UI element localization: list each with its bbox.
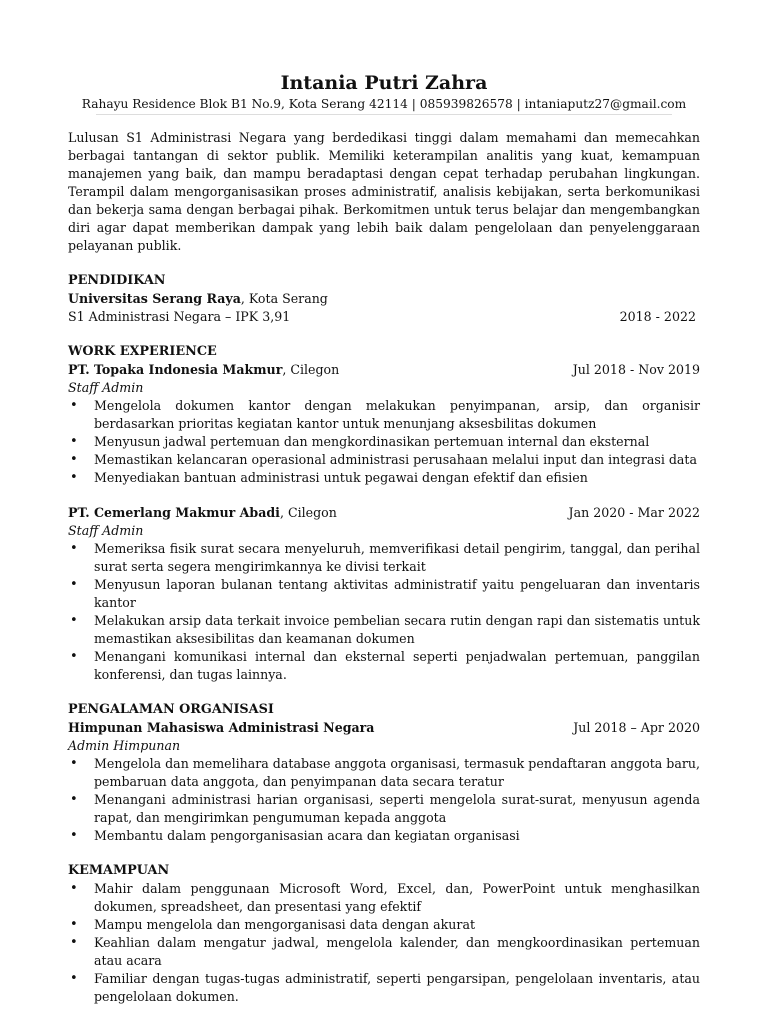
list-item: • Mengelola dan memelihara database anggota organisasi, termasuk pendaftaran anggota baru, pembaruan data anggota, dan penyimpanan data secara teratur — [68, 755, 700, 791]
organization-header-row — [68, 719, 700, 737]
candidate-name: Intania Putri Zahra — [280, 72, 488, 94]
company-name: PT. Cemerlang Makmur Abadi — [68, 505, 280, 520]
job-bullets — [68, 397, 700, 487]
education-section — [68, 272, 700, 326]
company-location: , Cilegon — [282, 362, 340, 377]
list-item: • Mengelola dokumen kantor dengan melakukan penyimpanan, arsip, dan organisir berdasarkan prioritas kegiatan kantor untuk menunjang aksesbilitas dokumen — [68, 397, 700, 433]
job-role: Staff Admin — [68, 523, 144, 538]
list-item: • Menangani komunikasi internal dan eksternal seperti penjadwalan pertemuan, panggilan konferensi, dan tugas lainnya. — [68, 648, 700, 684]
job-bullets — [68, 540, 700, 684]
list-item: • Membantu dalam pengorganisasian acara dan kegiatan organisasi — [68, 827, 700, 845]
list-item: • Keahlian dalam mengatur jadwal, mengelola kalender, dan mengkoordinasikan pertemuan atau acara — [68, 934, 700, 970]
list-item: • Menyusun laporan bulanan tentang aktivitas administratif yaitu pengeluaran dan inventaris kantor — [68, 576, 700, 612]
degree: S1 Administrasi Negara – IPK 3,91 — [68, 309, 291, 324]
contact-line: Rahayu Residence Blok B1 No.9, Kota Serang 42114 | 085939826578 | intaniaputz27@gmail.com — [81, 97, 687, 111]
education-degree-row — [68, 308, 700, 326]
section-title-education: PENDIDIKAN — [68, 273, 166, 288]
section-title-organization: PENGALAMAN ORGANISASI — [68, 702, 274, 717]
organization-name: Himpunan Mahasiswa Administrasi Negara — [68, 720, 375, 735]
job-entry — [68, 504, 700, 684]
institution-location: , Kota Serang — [240, 291, 328, 306]
list-item: • Menyediakan bantuan administrasi untuk pegawai dengan efektif dan efisien — [68, 469, 700, 487]
job-header-row — [68, 504, 700, 522]
work-section — [68, 343, 700, 684]
list-item: • Memeriksa fisik surat secara menyeluruh, memverifikasi detail pengirim, tanggal, dan perihal surat serta segera mengirimkannya ke divisi terkait — [68, 540, 700, 576]
organization-section — [68, 701, 700, 845]
job-entry — [68, 361, 700, 487]
job-role: Staff Admin — [68, 380, 144, 395]
section-title-skills: KEMAMPUAN — [68, 863, 170, 878]
job-dates: Jul 2018 - Nov 2019 — [572, 362, 700, 377]
list-item: • Menangani administrasi harian organisasi, seperti mengelola surat-surat, menyusun agenda rapat, dan mengirimkan pengumuman kepada anggota — [68, 791, 700, 827]
resume-page — [68, 70, 700, 1006]
company-location: , Cilegon — [279, 505, 337, 520]
list-item: • Familiar dengan tugas-tugas administratif, seperti pengarsipan, pengelolaan inventaris, atau pengelolaan dokumen. — [68, 970, 700, 1006]
skills-section — [68, 862, 700, 1006]
organization-role: Admin Himpunan — [68, 738, 181, 753]
list-item: • Menyusun jadwal pertemuan dan mengkordinasikan pertemuan internal dan eksternal — [68, 433, 700, 451]
list-item: • Mahir dalam penggunaan Microsoft Word, Excel, dan, PowerPoint untuk menghasilkan dokumen, spreadsheet, dan presentasi yang efektif — [68, 880, 700, 916]
section-title-work: WORK EXPERIENCE — [68, 344, 217, 359]
institution-name: Universitas Serang Raya — [68, 291, 241, 306]
organization-dates: Jul 2018 – Apr 2020 — [573, 720, 700, 735]
education-institution-line — [68, 290, 700, 308]
summary-paragraph: Lulusan S1 Administrasi Negara yang berdedikasi tinggi dalam memahami dan memecahkan berbagai tantangan di sektor publik. Memiliki keterampilan analitis yang kuat, kemampuan manajemen yang baik, dan mampu beradaptasi dengan cepat terhadap perubahan lingkungan. Terampil dalam mengorganisasikan proses administratif, analisis kebijakan, serta berkomunikasi dan bekerja sama dengan berbagai pihak. Berkomitmen untuk terus belajar dan mengembangkan diri agar dapat memberikan dampak yang lebih baik dalam pengelolaan dan penyelenggaraan pelayanan publik. — [68, 130, 700, 253]
list-item: • Melakukan arsip data terkait invoice pembelian secara rutin dengan rapi dan sistematis untuk memastikan aksesibilitas dan keamanan dokumen — [68, 612, 700, 648]
skills-bullets — [68, 880, 700, 1006]
education-dates: 2018 - 2022 — [619, 309, 696, 324]
job-dates: Jan 2020 - Mar 2022 — [568, 505, 700, 520]
list-item: • Memastikan kelancaran operasional administrasi perusahaan melalui input dan integrasi data — [68, 451, 700, 469]
list-item: • Mampu mengelola dan mengorganisasi data dengan akurat — [68, 916, 700, 934]
job-header-row — [68, 361, 700, 379]
company-name: PT. Topaka Indonesia Makmur — [68, 362, 283, 377]
organization-bullets — [68, 755, 700, 845]
header-divider — [96, 114, 672, 115]
